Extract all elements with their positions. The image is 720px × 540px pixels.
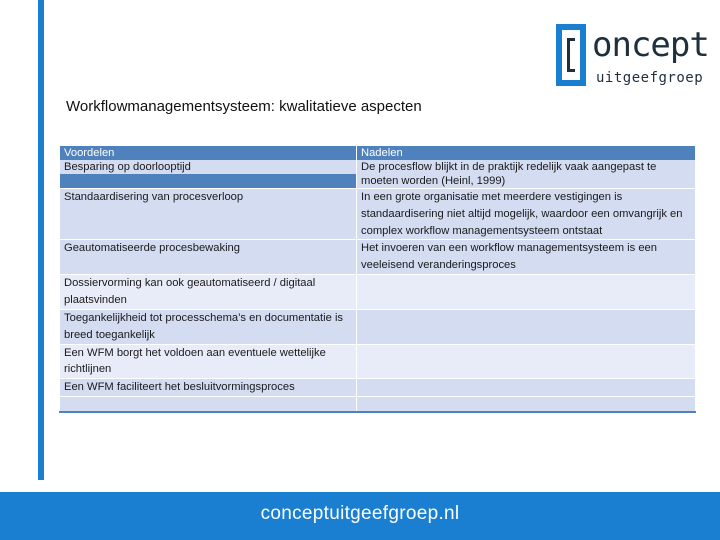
table-cell: Het invoeren van een workflow managementsysteem is een veeleisend veranderingsproces [357, 240, 696, 275]
table-row [60, 240, 696, 275]
table-cell: In een grote organisatie met meerdere vestigingen is standaardisering niet altijd mogelijk, waardoor een omvangrijk en complex workflow managementsysteem ontstaat [357, 189, 696, 240]
logo-wordmark: oncept [592, 25, 709, 65]
table-cell: Een WFM faciliteert het besluitvormingsproces [60, 379, 357, 397]
table-header-row [60, 146, 696, 189]
table-row [60, 379, 696, 397]
table-row [60, 189, 696, 240]
table-cell: Standaardisering van procesverloop [60, 189, 357, 240]
header-voordelen-label: Voordelen [64, 147, 115, 159]
header-nadelen [357, 146, 696, 189]
table-cell [357, 309, 696, 344]
table-cell [357, 344, 696, 379]
table-cell: Toegankelijkheid tot processchema’s en documentatie is breed toegankelijk [60, 309, 357, 344]
table-cell: Een WFM borgt het voldoen aan eventuele wettelijke richtlijnen [60, 344, 357, 379]
table-row [60, 344, 696, 379]
table-cell-empty [60, 396, 357, 412]
table-row [60, 309, 696, 344]
table-row [60, 396, 696, 412]
aspects-table [59, 145, 696, 413]
table-cell [357, 275, 696, 310]
table-cell [357, 379, 696, 397]
header-voordelen [60, 146, 357, 189]
table-cell: Geautomatiseerde procesbewaking [60, 240, 357, 275]
logo-subtitle: uitgeefgroep [596, 70, 704, 86]
table-cell-empty [357, 396, 696, 412]
concept-logo [556, 22, 709, 92]
left-accent-bar [38, 0, 44, 480]
table-cell: De procesflow blijkt in de praktijk redelijk vaak aangepast te moeten worden (Heinl, 1999) [357, 160, 695, 188]
slide-title: Workflowmanagementsysteem: kwalitatieve aspecten [66, 98, 422, 115]
logo-c-mark-icon [556, 24, 586, 86]
header-nadelen-label: Nadelen [361, 147, 403, 159]
footer-url: conceptuitgeefgroep.nl [260, 503, 460, 524]
table-cell: Dossiervorming kan ook geautomatiseerd / digitaal plaatsvinden [60, 275, 357, 310]
table-cell: Besparing op doorlooptijd [60, 160, 356, 174]
table-row [60, 275, 696, 310]
